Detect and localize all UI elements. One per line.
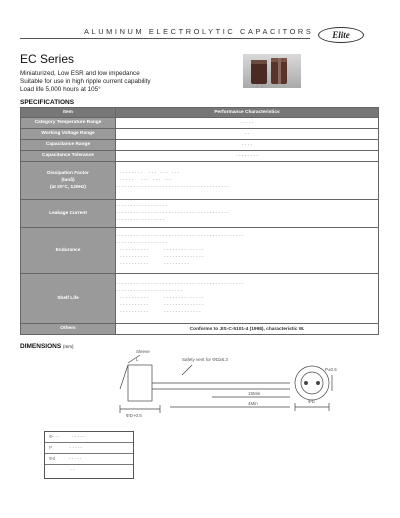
series-title: EC Series [20,52,75,66]
dissipation-label-3: (at 20°C, 120Hz) [49,185,87,190]
row-label-endurance: Endurance [21,228,116,274]
spec-section-label: SPECIFICATIONS [20,99,75,106]
drawing-label-phid: ΦD [308,399,315,404]
header-title: ALUMINUM ELECTROLYTIC CAPACITORS [84,27,314,36]
feature-line: Miniaturized, Low ESR and low impedance [20,70,140,77]
row-divider [45,442,133,443]
drawing-label-sleeve: Sleeve [136,349,150,354]
dissipation-label-1: Dissipation Factor [47,171,89,176]
feature-line: Load life 5,000 hours at 105° [20,86,101,93]
row-divider [45,453,133,454]
drawing-label-lead1: 15Min [248,391,261,396]
shelf-values: - - - - - - - - - - - - - - - - - - - - - - - - - - - - - - - - - - - - - - - - - - - - - - - - - - - - - - - - - - - - - - - - - - - - - - - - - - - - - - - - - - - - - - - - - - - - - - - - - - - - - - - - - - - - - - - - - - - - - - - - - - - - - - - - - - - - - - - - - - [116,274,379,324]
row-label-tolerance: Capacitance Tolerance [21,151,116,162]
voltage-value: - - [116,129,379,140]
header-rule [20,38,310,39]
row-label-shelf: Shelf Life [21,274,116,324]
table-row: Φd - - - - - [49,456,82,461]
row-label-leakage: Leakage Current [21,200,116,228]
others-value: Conforms to JIS-C-5101-4 (1998), characteristic W. [116,324,379,335]
drawing-label-vent: Safety vent for ΦD≥6.3 [182,357,228,362]
dimension-table [44,431,134,479]
drawing-label-phid2: ΦD+0.5 [126,413,142,418]
table-row: P - - - - - [49,445,82,450]
spec-table [20,107,379,335]
dimension-drawing [100,345,340,419]
dimensions-label [20,343,73,350]
dimensions-unit: (mm) [62,344,74,349]
dissipation-values: - - - - - - - - - - - - - - - - - - - - - - - - - - - - - - - - - - - - - - - - - - - - - - - - - - - - - - - - - - - - - - - - - - - - - - [116,162,379,200]
drawing-label-l: L [136,357,139,362]
dimensions-title: DIMENSIONS [20,343,62,350]
row-divider [45,464,133,465]
capacitance-value: - - - - [116,140,379,151]
drawing-label-p: P±0.5 [325,367,337,372]
brand-logo: Elite [318,27,364,43]
row-label-dissipation [21,162,116,200]
table-header-item: Item [21,108,116,118]
feature-line: Suitable for use in high ripple current capability [20,78,151,85]
tolerance-value: - - - - - - - - [116,151,379,162]
capacitor-photo [243,54,301,88]
row-label-voltage: Working Voltage Range [21,129,116,140]
drawing-label-lead2: 4Min [248,401,258,406]
row-label-capacitance: Capacitance Range [21,140,116,151]
dissipation-label-2: (tanδ) [61,178,75,183]
table-row: Φ- - - - - - - - [49,434,85,439]
row-label-temp: Category Temperature Range [21,118,116,129]
temp-value: - - - - - [116,118,379,129]
row-label-others: Others [21,324,116,335]
table-header-perf: Performance Characteristics [116,108,379,118]
endurance-values: - - - - - - - - - - - - - - - - - - - - - - - - - - - - - - - - - - - - - - - - - - - - - - - - - - - - - - - - - - - - - - - - - - - - - - - - - - - - - - - - - - - - - - - - - - - - - - - - - - - - - - - - - - - - - - - - - - - - - - - - - - - - - - - - - [116,228,379,274]
leakage-values: - - - - - - - - - - - - - - - - - - - - - - - - - - - - - - - - - - - - - - - - - - - - - - - - - - - - - - - - - - - - - - - - - - - - - - - - - - [116,200,379,228]
table-row: - - [49,467,75,472]
